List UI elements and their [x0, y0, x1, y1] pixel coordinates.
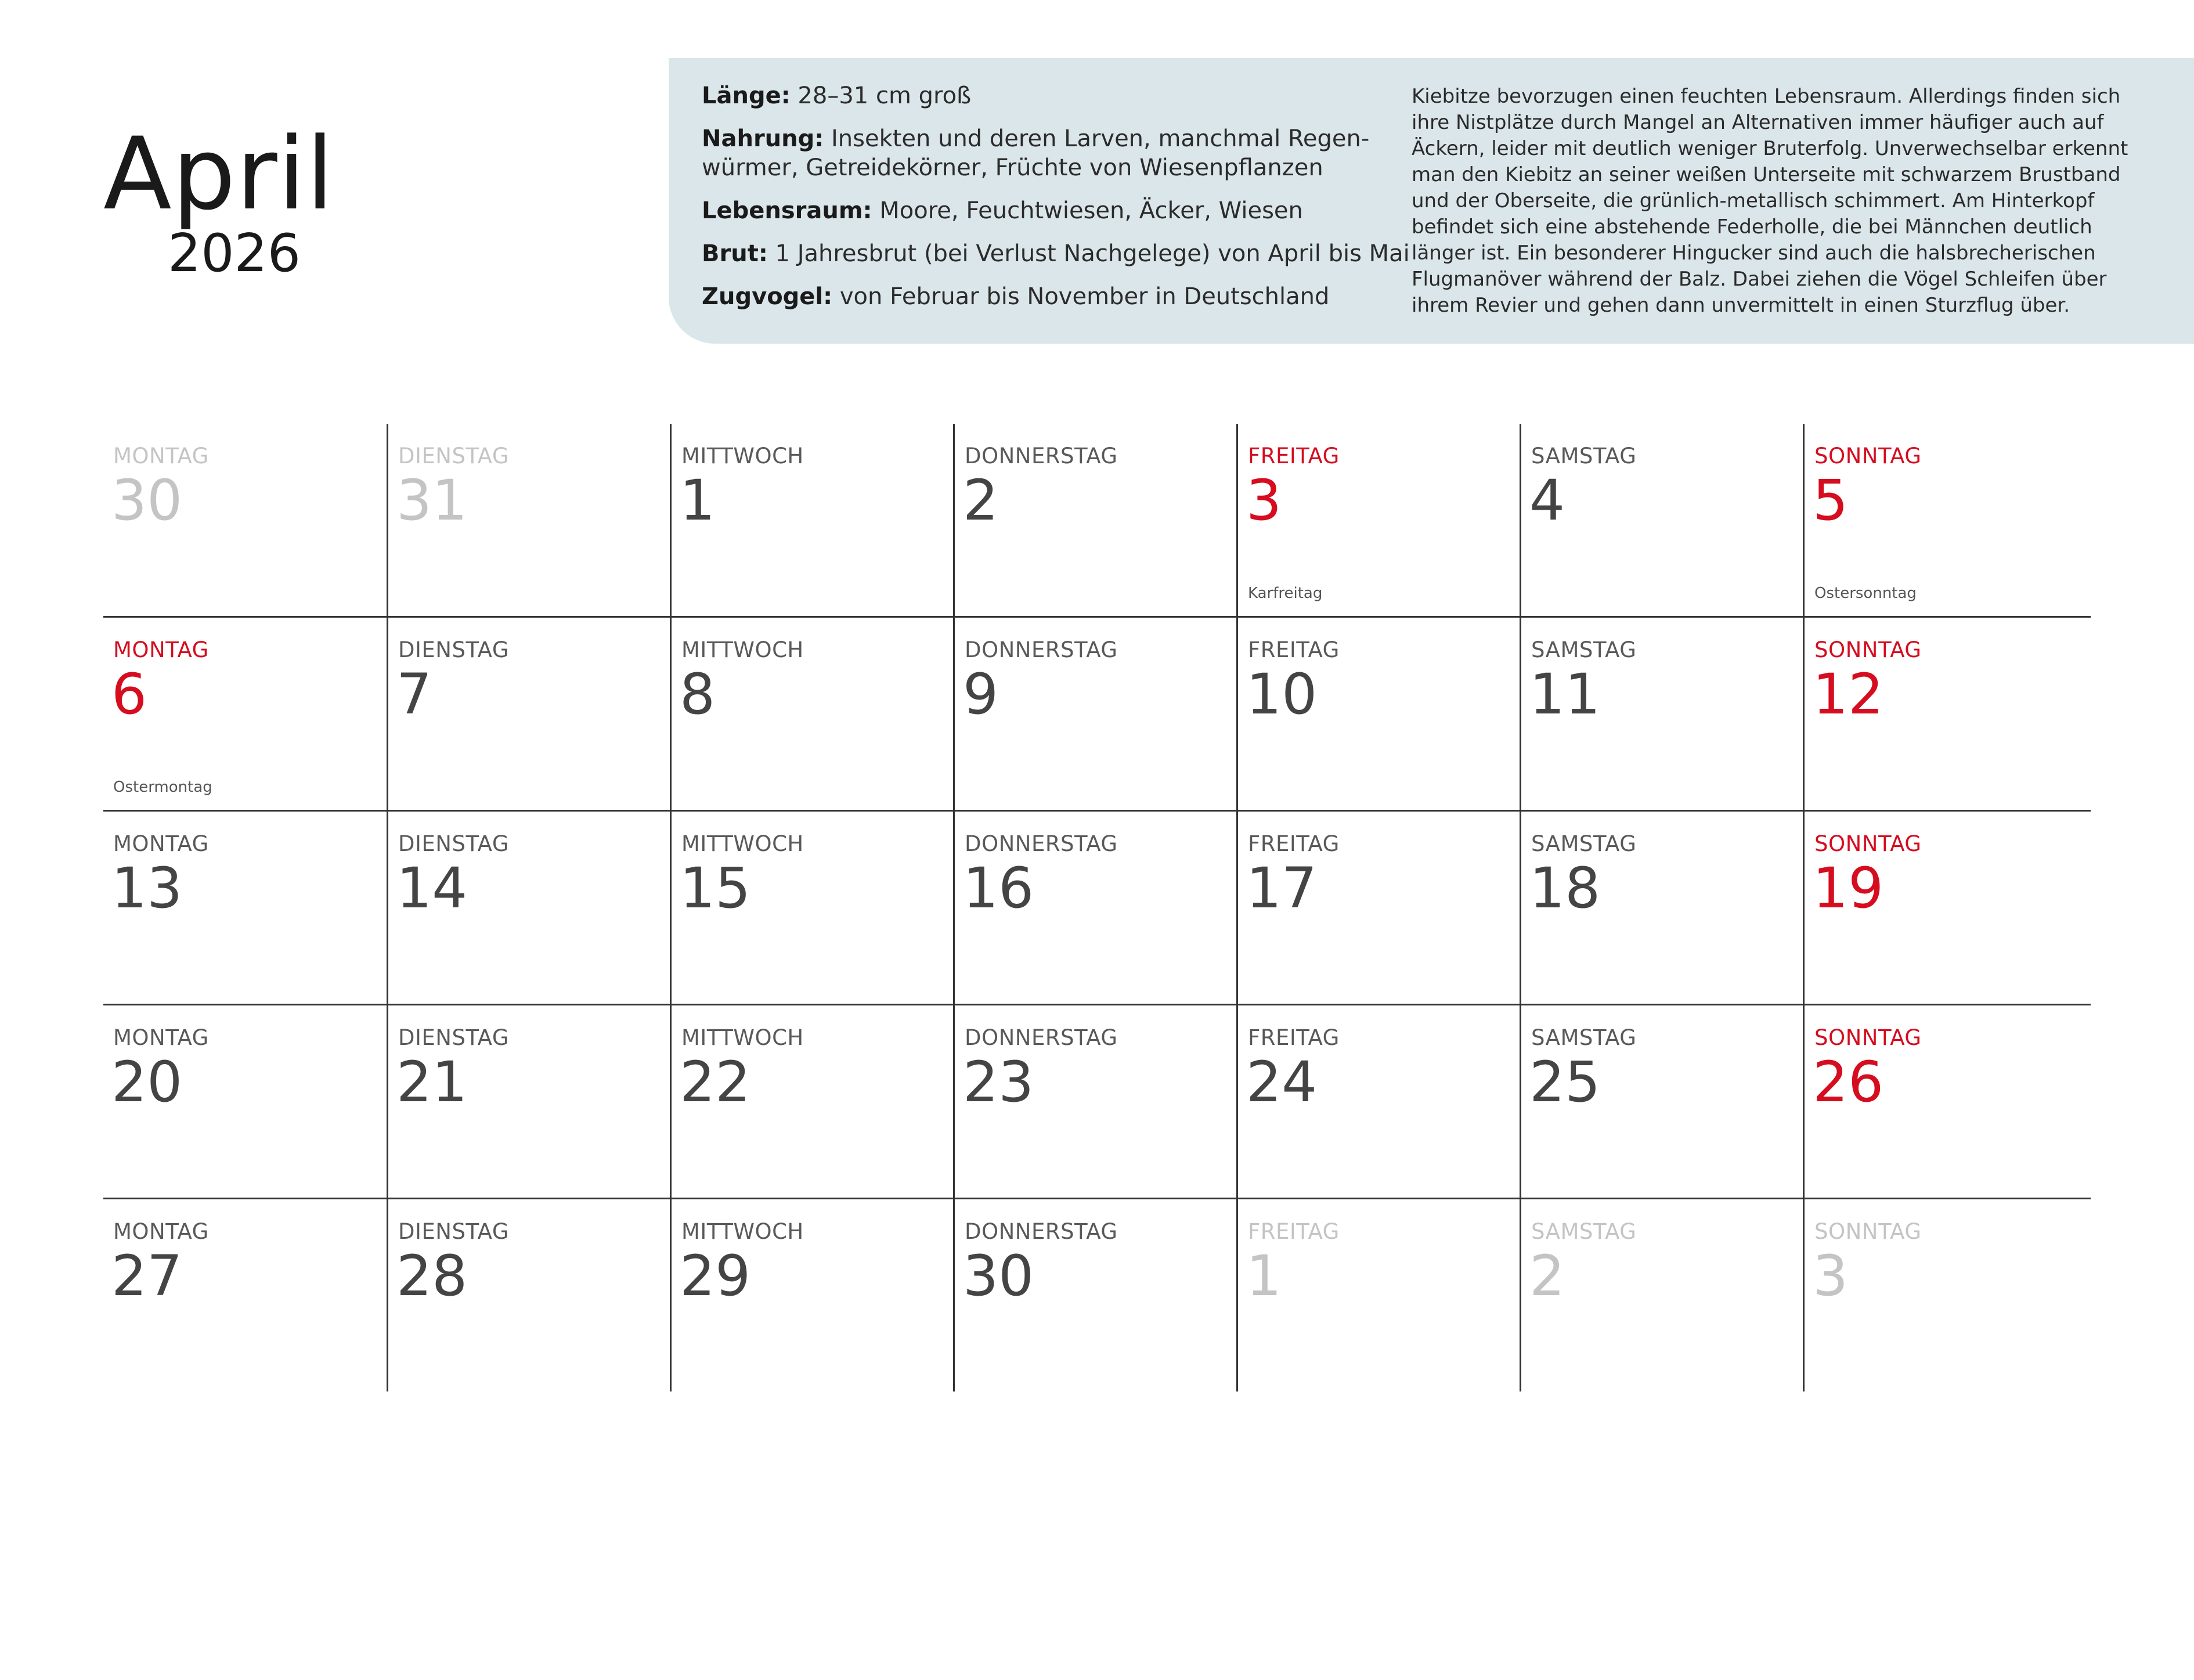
day-cell — [103, 812, 387, 1004]
holiday-label: Karfreitag — [1248, 585, 1323, 602]
day-cell — [1236, 424, 1520, 616]
week-row — [103, 1004, 2091, 1198]
fact-text: Moore, Feuchtwiesen, Äcker, Wiesen — [872, 197, 1303, 224]
day-cell — [670, 1005, 953, 1198]
weekday-label: SONNTAG — [1814, 637, 1922, 662]
weekday-label: FREITAG — [1248, 1025, 1340, 1050]
day-number: 10 — [1246, 662, 1318, 727]
weekday-label: SAMSTAG — [1531, 831, 1637, 856]
fact-label: Länge: — [702, 82, 791, 109]
day-cell — [387, 812, 670, 1004]
weekday-label: MONTAG — [113, 444, 209, 468]
day-number: 25 — [1529, 1050, 1601, 1115]
week-row — [103, 1198, 2091, 1391]
day-number: 23 — [963, 1050, 1034, 1115]
day-number: 26 — [1813, 1050, 1884, 1115]
holiday-label: Ostermontag — [113, 778, 212, 796]
fact-label: Lebensraum: — [702, 197, 872, 224]
day-number: 27 — [111, 1243, 183, 1308]
fact-migration — [702, 282, 1456, 311]
day-cell — [1236, 812, 1520, 1004]
day-number: 9 — [963, 662, 999, 727]
day-number: 5 — [1813, 468, 1849, 533]
fact-length — [702, 81, 1456, 110]
day-cell — [387, 1199, 670, 1391]
weekday-label: DIENSTAG — [398, 1219, 510, 1244]
bird-description: Kiebitze bevorzugen einen feuchten Lebensraum. Allerdings finden sich ihre Nistplätze durch Mangel an Alternativen immer häufiger auch auf Äckern, leider mit deutlich weniger Bruterfolg. Unverwechselbar erkennt man den Kiebitz an seiner weißen Unterseite mit schwarzem Brustband und der Oberseite, die grünlich-metallisch schimmert. Am Hinterkopf befindet sich eine abstehende Federholle, die bei Männchen deutlich länger ist. Ein besonderer Hingucker sind auch die halsbrecherischen Flugmanöver während der Balz. Dabei ziehen die Vögel Schleifen über ihrem Revier und gehen dann unvermittelt in einen Sturzflug über. — [1412, 85, 2128, 317]
day-cell — [103, 424, 387, 616]
weekday-label: SAMSTAG — [1531, 1219, 1637, 1244]
day-number: 31 — [396, 468, 468, 533]
day-cell — [953, 618, 1236, 810]
page-title — [103, 116, 335, 284]
day-number: 12 — [1813, 662, 1884, 727]
fact-text: von Februar bis November in Deutschland — [832, 283, 1330, 310]
day-number: 22 — [680, 1050, 751, 1115]
day-cell — [953, 1199, 1236, 1391]
day-number: 4 — [1529, 468, 1565, 533]
day-number: 16 — [963, 856, 1034, 921]
weekday-label: FREITAG — [1248, 831, 1340, 856]
weekday-label: FREITAG — [1248, 1219, 1340, 1244]
day-cell — [1520, 1005, 1803, 1198]
day-cell — [1803, 618, 2086, 810]
weekday-label: MITTWOCH — [681, 831, 804, 856]
fact-food — [702, 124, 1456, 182]
weekday-label: MONTAG — [113, 831, 209, 856]
day-cell — [387, 424, 670, 616]
day-cell — [1803, 1005, 2086, 1198]
holiday-label: Ostersonntag — [1814, 585, 1917, 602]
day-cell — [1803, 424, 2086, 616]
day-number: 24 — [1246, 1050, 1318, 1115]
day-number: 30 — [963, 1243, 1034, 1308]
bird-facts-list — [702, 81, 1456, 325]
day-cell — [670, 424, 953, 616]
fact-text: Insekten und deren Larven, manchmal Regen-würmer, Getreidekörner, Früchte von Wiesenpflanzen — [702, 125, 1370, 181]
day-cell — [953, 1005, 1236, 1198]
day-cell — [1803, 1199, 2086, 1391]
day-cell — [670, 618, 953, 810]
day-number: 18 — [1529, 856, 1601, 921]
day-number: 6 — [111, 662, 147, 727]
day-cell — [670, 1199, 953, 1391]
fact-habitat — [702, 196, 1456, 225]
fact-label: Nahrung: — [702, 125, 824, 152]
day-cell — [387, 618, 670, 810]
day-number: 7 — [396, 662, 432, 727]
day-number: 3 — [1246, 468, 1282, 533]
day-cell — [387, 1005, 670, 1198]
day-cell — [103, 1199, 387, 1391]
weekday-label: SAMSTAG — [1531, 444, 1637, 468]
week-row — [103, 616, 2091, 810]
weekday-label: MITTWOCH — [681, 1025, 804, 1050]
weekday-label: SAMSTAG — [1531, 637, 1637, 662]
day-cell — [953, 424, 1236, 616]
day-number: 14 — [396, 856, 468, 921]
day-number: 1 — [1246, 1243, 1282, 1308]
day-number: 17 — [1246, 856, 1318, 921]
weekday-label: FREITAG — [1248, 637, 1340, 662]
fact-text: 28–31 cm groß — [790, 82, 972, 109]
day-number: 20 — [111, 1050, 183, 1115]
weekday-label: MONTAG — [113, 1219, 209, 1244]
day-cell — [1520, 1199, 1803, 1391]
weekday-label: MITTWOCH — [681, 444, 804, 468]
day-number: 3 — [1813, 1243, 1849, 1308]
fact-text: 1 Jahresbrut (bei Verlust Nachgelege) von April bis Mai — [767, 240, 1410, 267]
weekday-label: DONNERSTAG — [965, 637, 1118, 662]
day-cell — [103, 618, 387, 810]
weekday-label: FREITAG — [1248, 444, 1340, 468]
day-number: 2 — [1529, 1243, 1565, 1308]
month-title: April — [103, 116, 335, 232]
bird-info-panel — [669, 58, 2194, 344]
weekday-label: SONNTAG — [1814, 444, 1922, 468]
weekday-label: SAMSTAG — [1531, 1025, 1637, 1050]
day-cell — [1520, 424, 1803, 616]
weekday-label: MITTWOCH — [681, 1219, 804, 1244]
weekday-label: SONNTAG — [1814, 831, 1922, 856]
day-number: 29 — [680, 1243, 751, 1308]
weekday-label: SONNTAG — [1814, 1219, 1922, 1244]
day-number: 13 — [111, 856, 183, 921]
day-number: 11 — [1529, 662, 1601, 727]
weekday-label: MONTAG — [113, 1025, 209, 1050]
day-number: 15 — [680, 856, 751, 921]
weekday-label: DONNERSTAG — [965, 444, 1118, 468]
day-cell — [1803, 812, 2086, 1004]
weekday-label: DIENSTAG — [398, 637, 510, 662]
day-cell — [670, 812, 953, 1004]
weekday-label: DONNERSTAG — [965, 1219, 1118, 1244]
fact-label: Zugvogel: — [702, 283, 833, 310]
weekday-label: DIENSTAG — [398, 831, 510, 856]
fact-breeding — [702, 239, 1456, 268]
day-number: 1 — [680, 468, 716, 533]
day-number: 19 — [1813, 856, 1884, 921]
day-cell — [1236, 1199, 1520, 1391]
day-number: 28 — [396, 1243, 468, 1308]
day-number: 2 — [963, 468, 999, 533]
day-cell — [1520, 618, 1803, 810]
weekday-label: MONTAG — [113, 637, 209, 662]
day-cell — [1520, 812, 1803, 1004]
day-cell — [103, 1005, 387, 1198]
day-cell — [953, 812, 1236, 1004]
week-row — [103, 424, 2091, 616]
week-row — [103, 810, 2091, 1004]
weekday-label: DONNERSTAG — [965, 831, 1118, 856]
day-number: 8 — [680, 662, 716, 727]
calendar-grid — [103, 424, 2091, 1391]
weekday-label: DONNERSTAG — [965, 1025, 1118, 1050]
day-number: 30 — [111, 468, 183, 533]
day-cell — [1236, 618, 1520, 810]
fact-label: Brut: — [702, 240, 768, 267]
year-label: 2026 — [167, 223, 301, 284]
weekday-label: DIENSTAG — [398, 444, 510, 468]
weekday-label: SONNTAG — [1814, 1025, 1922, 1050]
day-cell — [1236, 1005, 1520, 1198]
weekday-label: DIENSTAG — [398, 1025, 510, 1050]
day-number: 21 — [396, 1050, 468, 1115]
weekday-label: MITTWOCH — [681, 637, 804, 662]
